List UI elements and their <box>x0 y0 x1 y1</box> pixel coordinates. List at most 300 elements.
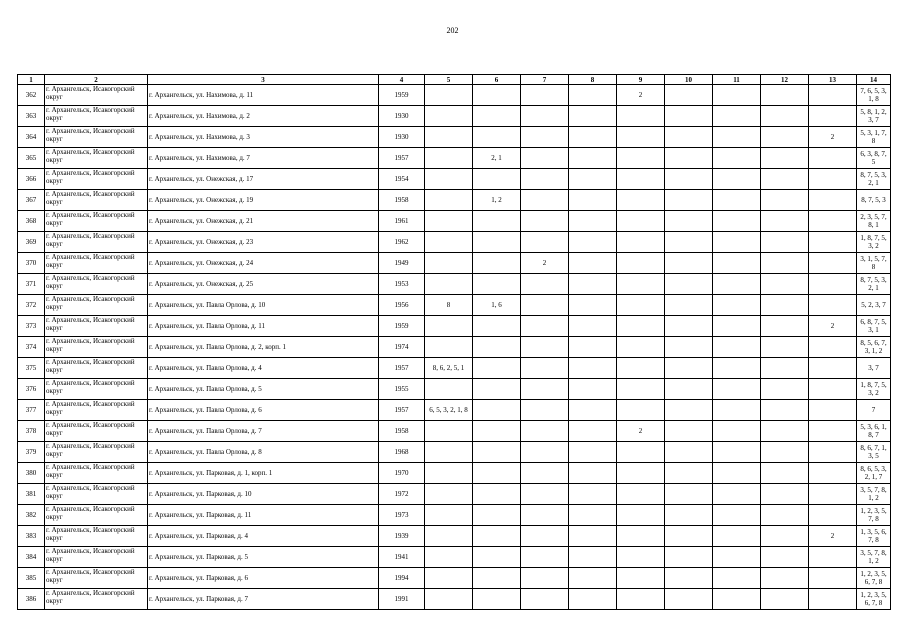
col-6-cell <box>473 442 521 463</box>
col-6-cell <box>473 379 521 400</box>
col-7-cell <box>521 463 569 484</box>
table-row <box>18 568 891 589</box>
col-9-cell <box>617 274 665 295</box>
col-9-cell <box>617 442 665 463</box>
col-8-cell <box>569 85 617 106</box>
table-row <box>18 169 891 190</box>
address-cell: г. Архангельск, ул. Парковая, д. 10 <box>148 484 379 505</box>
col-9-cell <box>617 484 665 505</box>
col-13-cell <box>809 400 857 421</box>
row-number-cell: 362 <box>18 85 45 106</box>
year-cell: 1959 <box>379 316 425 337</box>
col-13-cell <box>809 148 857 169</box>
col-7-cell <box>521 127 569 148</box>
col-14-cell: 1, 3, 5, 6, 7, 8 <box>857 526 891 547</box>
col-13-cell <box>809 106 857 127</box>
col-13-cell <box>809 589 857 610</box>
address-cell: г. Архангельск, ул. Нахимова, д. 3 <box>148 127 379 148</box>
col-8-cell <box>569 547 617 568</box>
owner-cell: г. Архангельск, Исакогорский округ <box>45 127 148 148</box>
col-10-cell <box>665 127 713 148</box>
col-5-cell <box>425 316 473 337</box>
col-7-cell <box>521 568 569 589</box>
table-row <box>18 337 891 358</box>
col-11-cell <box>713 169 761 190</box>
owner-cell: г. Архангельск, Исакогорский округ <box>45 316 148 337</box>
owner-cell: г. Архангельск, Исакогорский округ <box>45 148 148 169</box>
col-12-cell <box>761 526 809 547</box>
col-7-cell <box>521 274 569 295</box>
col-12-cell <box>761 463 809 484</box>
col-7-cell <box>521 148 569 169</box>
address-cell: г. Архангельск, ул. Павла Орлова, д. 4 <box>148 358 379 379</box>
col-10-cell <box>665 568 713 589</box>
col-14-cell: 7 <box>857 400 891 421</box>
col-5-cell <box>425 106 473 127</box>
col-10-cell <box>665 400 713 421</box>
col-13-cell <box>809 232 857 253</box>
col-7-cell <box>521 526 569 547</box>
table-row <box>18 379 891 400</box>
col-7-cell <box>521 106 569 127</box>
col-9-cell <box>617 148 665 169</box>
col-14-cell: 5, 8, 1, 2, 3, 7 <box>857 106 891 127</box>
col-5-cell <box>425 169 473 190</box>
col-14-cell: 1, 2, 3, 5, 6, 7, 8 <box>857 589 891 610</box>
owner-cell: г. Архангельск, Исакогорский округ <box>45 106 148 127</box>
col-10-cell <box>665 169 713 190</box>
table-row <box>18 547 891 568</box>
col-7-cell <box>521 484 569 505</box>
col-10-cell <box>665 442 713 463</box>
col-13-cell <box>809 85 857 106</box>
col-8-cell <box>569 316 617 337</box>
column-header-8: 8 <box>569 75 617 85</box>
col-8-cell <box>569 337 617 358</box>
col-7-cell <box>521 547 569 568</box>
col-12-cell <box>761 169 809 190</box>
col-6-cell <box>473 400 521 421</box>
col-5-cell <box>425 484 473 505</box>
col-11-cell <box>713 526 761 547</box>
col-10-cell <box>665 295 713 316</box>
col-11-cell <box>713 85 761 106</box>
year-cell: 1939 <box>379 526 425 547</box>
col-11-cell <box>713 106 761 127</box>
table-header-row <box>18 75 891 85</box>
owner-cell: г. Архангельск, Исакогорский округ <box>45 211 148 232</box>
address-cell: г. Архангельск, ул. Парковая, д. 6 <box>148 568 379 589</box>
table-row <box>18 190 891 211</box>
col-8-cell <box>569 400 617 421</box>
address-cell: г. Архангельск, ул. Онежская, д. 19 <box>148 190 379 211</box>
col-5-cell <box>425 526 473 547</box>
year-cell: 1957 <box>379 148 425 169</box>
col-7-cell <box>521 589 569 610</box>
col-11-cell <box>713 127 761 148</box>
col-13-cell <box>809 379 857 400</box>
row-number-cell: 385 <box>18 568 45 589</box>
col-10-cell <box>665 379 713 400</box>
table-body <box>18 85 891 610</box>
col-10-cell <box>665 484 713 505</box>
col-11-cell <box>713 484 761 505</box>
address-cell: г. Архангельск, ул. Онежская, д. 23 <box>148 232 379 253</box>
col-12-cell <box>761 547 809 568</box>
col-5-cell <box>425 232 473 253</box>
col-10-cell <box>665 85 713 106</box>
table-row <box>18 463 891 484</box>
address-cell: г. Архангельск, ул. Онежская, д. 21 <box>148 211 379 232</box>
col-8-cell <box>569 379 617 400</box>
col-11-cell <box>713 421 761 442</box>
col-7-cell <box>521 400 569 421</box>
row-number-cell: 376 <box>18 379 45 400</box>
col-10-cell <box>665 211 713 232</box>
col-5-cell <box>425 568 473 589</box>
year-cell: 1974 <box>379 337 425 358</box>
col-14-cell: 5, 2, 3, 7 <box>857 295 891 316</box>
column-header-10: 10 <box>665 75 713 85</box>
col-11-cell <box>713 442 761 463</box>
col-7-cell <box>521 190 569 211</box>
col-7-cell <box>521 85 569 106</box>
row-number-cell: 366 <box>18 169 45 190</box>
col-6-cell <box>473 589 521 610</box>
col-14-cell: 5, 3, 6, 1, 8, 7 <box>857 421 891 442</box>
col-11-cell <box>713 232 761 253</box>
col-8-cell <box>569 232 617 253</box>
owner-cell: г. Архангельск, Исакогорский округ <box>45 526 148 547</box>
col-13-cell <box>809 295 857 316</box>
table-row <box>18 148 891 169</box>
col-10-cell <box>665 148 713 169</box>
year-cell: 1941 <box>379 547 425 568</box>
col-14-cell: 1, 2, 3, 5, 6, 7, 8 <box>857 568 891 589</box>
col-8-cell <box>569 484 617 505</box>
col-14-cell: 1, 8, 7, 5, 3, 2 <box>857 232 891 253</box>
col-6-cell <box>473 547 521 568</box>
col-12-cell <box>761 232 809 253</box>
col-13-cell <box>809 421 857 442</box>
col-13-cell: 2 <box>809 316 857 337</box>
row-number-cell: 367 <box>18 190 45 211</box>
col-12-cell <box>761 85 809 106</box>
col-7-cell <box>521 442 569 463</box>
address-cell: г. Архангельск, ул. Онежская, д. 17 <box>148 169 379 190</box>
table-row <box>18 295 891 316</box>
col-12-cell <box>761 295 809 316</box>
col-8-cell <box>569 358 617 379</box>
col-9-cell: 2 <box>617 85 665 106</box>
col-5-cell <box>425 85 473 106</box>
col-14-cell: 3, 5, 7, 8, 1, 2 <box>857 484 891 505</box>
row-number-cell: 373 <box>18 316 45 337</box>
col-12-cell <box>761 253 809 274</box>
address-cell: г. Архангельск, ул. Нахимова, д. 7 <box>148 148 379 169</box>
col-8-cell <box>569 421 617 442</box>
col-9-cell <box>617 253 665 274</box>
table-row <box>18 211 891 232</box>
year-cell: 1954 <box>379 169 425 190</box>
col-14-cell: 3, 1, 5, 7, 8 <box>857 253 891 274</box>
col-14-cell: 6, 8, 7, 5, 3, 1 <box>857 316 891 337</box>
row-number-cell: 375 <box>18 358 45 379</box>
col-13-cell <box>809 484 857 505</box>
col-8-cell <box>569 442 617 463</box>
col-9-cell <box>617 316 665 337</box>
address-cell: г. Архангельск, ул. Онежская, д. 24 <box>148 253 379 274</box>
col-13-cell <box>809 169 857 190</box>
col-6-cell <box>473 484 521 505</box>
row-number-cell: 381 <box>18 484 45 505</box>
row-number-cell: 370 <box>18 253 45 274</box>
col-9-cell: 2 <box>617 421 665 442</box>
owner-cell: г. Архангельск, Исакогорский округ <box>45 85 148 106</box>
col-5-cell <box>425 463 473 484</box>
table-row <box>18 526 891 547</box>
column-header-4: 4 <box>379 75 425 85</box>
col-11-cell <box>713 253 761 274</box>
col-13-cell <box>809 547 857 568</box>
col-5-cell <box>425 148 473 169</box>
column-header-3: 3 <box>148 75 379 85</box>
address-cell: г. Архангельск, ул. Парковая, д. 11 <box>148 505 379 526</box>
col-11-cell <box>713 190 761 211</box>
col-7-cell <box>521 337 569 358</box>
col-10-cell <box>665 106 713 127</box>
column-header-9: 9 <box>617 75 665 85</box>
col-7-cell <box>521 421 569 442</box>
col-10-cell <box>665 358 713 379</box>
col-12-cell <box>761 274 809 295</box>
col-6-cell <box>473 568 521 589</box>
col-6-cell <box>473 253 521 274</box>
row-number-cell: 377 <box>18 400 45 421</box>
col-11-cell <box>713 379 761 400</box>
col-10-cell <box>665 274 713 295</box>
col-9-cell <box>617 379 665 400</box>
row-number-cell: 374 <box>18 337 45 358</box>
col-13-cell <box>809 253 857 274</box>
col-8-cell <box>569 253 617 274</box>
col-6-cell <box>473 526 521 547</box>
row-number-cell: 371 <box>18 274 45 295</box>
col-14-cell: 3, 7 <box>857 358 891 379</box>
owner-cell: г. Архангельск, Исакогорский округ <box>45 358 148 379</box>
col-10-cell <box>665 547 713 568</box>
year-cell: 1970 <box>379 463 425 484</box>
column-header-7: 7 <box>521 75 569 85</box>
year-cell: 1961 <box>379 211 425 232</box>
col-9-cell <box>617 505 665 526</box>
col-11-cell <box>713 505 761 526</box>
col-6-cell <box>473 232 521 253</box>
table-row <box>18 505 891 526</box>
year-cell: 1953 <box>379 274 425 295</box>
col-6-cell: 2, 1 <box>473 148 521 169</box>
col-5-cell: 8 <box>425 295 473 316</box>
col-12-cell <box>761 358 809 379</box>
col-5-cell <box>425 190 473 211</box>
page-number: 202 <box>446 26 459 35</box>
owner-cell: г. Архангельск, Исакогорский округ <box>45 442 148 463</box>
col-11-cell <box>713 295 761 316</box>
col-5-cell <box>425 505 473 526</box>
col-11-cell <box>713 589 761 610</box>
col-8-cell <box>569 295 617 316</box>
col-6-cell <box>473 463 521 484</box>
year-cell: 1959 <box>379 85 425 106</box>
col-11-cell <box>713 211 761 232</box>
col-9-cell <box>617 400 665 421</box>
owner-cell: г. Архангельск, Исакогорский округ <box>45 169 148 190</box>
year-cell: 1958 <box>379 190 425 211</box>
year-cell: 1973 <box>379 505 425 526</box>
year-cell: 1957 <box>379 358 425 379</box>
col-5-cell <box>425 442 473 463</box>
col-13-cell <box>809 442 857 463</box>
row-number-cell: 386 <box>18 589 45 610</box>
col-9-cell <box>617 589 665 610</box>
col-11-cell <box>713 463 761 484</box>
year-cell: 1930 <box>379 106 425 127</box>
year-cell: 1956 <box>379 295 425 316</box>
col-9-cell <box>617 526 665 547</box>
address-cell: г. Архангельск, ул. Павла Орлова, д. 11 <box>148 316 379 337</box>
col-12-cell <box>761 148 809 169</box>
address-cell: г. Архангельск, ул. Нахимова, д. 2 <box>148 106 379 127</box>
col-9-cell <box>617 358 665 379</box>
owner-cell: г. Архангельск, Исакогорский округ <box>45 589 148 610</box>
column-header-13: 13 <box>809 75 857 85</box>
col-10-cell <box>665 421 713 442</box>
address-cell: г. Архангельск, ул. Павла Орлова, д. 6 <box>148 400 379 421</box>
column-header-12: 12 <box>761 75 809 85</box>
col-7-cell <box>521 316 569 337</box>
col-9-cell <box>617 127 665 148</box>
col-5-cell <box>425 589 473 610</box>
row-number-cell: 363 <box>18 106 45 127</box>
col-12-cell <box>761 379 809 400</box>
owner-cell: г. Архангельск, Исакогорский округ <box>45 547 148 568</box>
owner-cell: г. Архангельск, Исакогорский округ <box>45 274 148 295</box>
owner-cell: г. Архангельск, Исакогорский округ <box>45 568 148 589</box>
col-7-cell: 2 <box>521 253 569 274</box>
table-row <box>18 85 891 106</box>
col-12-cell <box>761 400 809 421</box>
row-number-cell: 378 <box>18 421 45 442</box>
col-6-cell <box>473 169 521 190</box>
col-11-cell <box>713 547 761 568</box>
address-cell: г. Архангельск, ул. Павла Орлова, д. 5 <box>148 379 379 400</box>
table-row <box>18 589 891 610</box>
col-8-cell <box>569 106 617 127</box>
col-6-cell: 1, 6 <box>473 295 521 316</box>
column-header-1: 1 <box>18 75 45 85</box>
row-number-cell: 382 <box>18 505 45 526</box>
address-cell: г. Архангельск, ул. Парковая, д. 7 <box>148 589 379 610</box>
table-row <box>18 484 891 505</box>
col-6-cell <box>473 316 521 337</box>
owner-cell: г. Архангельск, Исакогорский округ <box>45 463 148 484</box>
col-8-cell <box>569 463 617 484</box>
col-10-cell <box>665 589 713 610</box>
col-9-cell <box>617 211 665 232</box>
col-8-cell <box>569 505 617 526</box>
col-8-cell <box>569 190 617 211</box>
table-row <box>18 421 891 442</box>
address-cell: г. Архангельск, ул. Павла Орлова, д. 2, корп. 1 <box>148 337 379 358</box>
col-14-cell: 3, 5, 7, 8, 1, 2 <box>857 547 891 568</box>
address-cell: г. Архангельск, ул. Павла Орлова, д. 8 <box>148 442 379 463</box>
year-cell: 1972 <box>379 484 425 505</box>
col-8-cell <box>569 274 617 295</box>
col-10-cell <box>665 505 713 526</box>
col-14-cell: 1, 8, 7, 5, 3, 2 <box>857 379 891 400</box>
col-14-cell: 8, 5, 6, 7, 3, 1, 2 <box>857 337 891 358</box>
col-13-cell <box>809 358 857 379</box>
col-6-cell <box>473 358 521 379</box>
col-5-cell <box>425 337 473 358</box>
col-6-cell <box>473 421 521 442</box>
address-cell: г. Архангельск, ул. Павла Орлова, д. 7 <box>148 421 379 442</box>
col-8-cell <box>569 127 617 148</box>
col-6-cell <box>473 274 521 295</box>
table-row <box>18 127 891 148</box>
col-6-cell <box>473 505 521 526</box>
col-12-cell <box>761 316 809 337</box>
col-8-cell <box>569 568 617 589</box>
col-11-cell <box>713 274 761 295</box>
col-14-cell: 6, 3, 8, 7, 5 <box>857 148 891 169</box>
col-9-cell <box>617 232 665 253</box>
col-8-cell <box>569 148 617 169</box>
year-cell: 1930 <box>379 127 425 148</box>
col-8-cell <box>569 526 617 547</box>
address-cell: г. Архангельск, ул. Парковая, д. 5 <box>148 547 379 568</box>
col-12-cell <box>761 211 809 232</box>
col-14-cell: 8, 6, 5, 3, 2, 1, 7 <box>857 463 891 484</box>
owner-cell: г. Архангельск, Исакогорский округ <box>45 253 148 274</box>
col-11-cell <box>713 568 761 589</box>
row-number-cell: 368 <box>18 211 45 232</box>
year-cell: 1994 <box>379 568 425 589</box>
col-7-cell <box>521 379 569 400</box>
year-cell: 1958 <box>379 421 425 442</box>
year-cell: 1957 <box>379 400 425 421</box>
col-10-cell <box>665 526 713 547</box>
col-8-cell <box>569 169 617 190</box>
col-5-cell <box>425 253 473 274</box>
col-12-cell <box>761 127 809 148</box>
col-5-cell <box>425 274 473 295</box>
col-9-cell <box>617 337 665 358</box>
year-cell: 1949 <box>379 253 425 274</box>
owner-cell: г. Архангельск, Исакогорский округ <box>45 379 148 400</box>
col-12-cell <box>761 505 809 526</box>
column-header-6: 6 <box>473 75 521 85</box>
year-cell: 1955 <box>379 379 425 400</box>
address-cell: г. Архангельск, ул. Павла Орлова, д. 10 <box>148 295 379 316</box>
col-10-cell <box>665 337 713 358</box>
col-10-cell <box>665 316 713 337</box>
col-5-cell <box>425 379 473 400</box>
col-5-cell: 6, 5, 3, 2, 1, 8 <box>425 400 473 421</box>
col-7-cell <box>521 232 569 253</box>
col-12-cell <box>761 421 809 442</box>
col-5-cell <box>425 421 473 442</box>
